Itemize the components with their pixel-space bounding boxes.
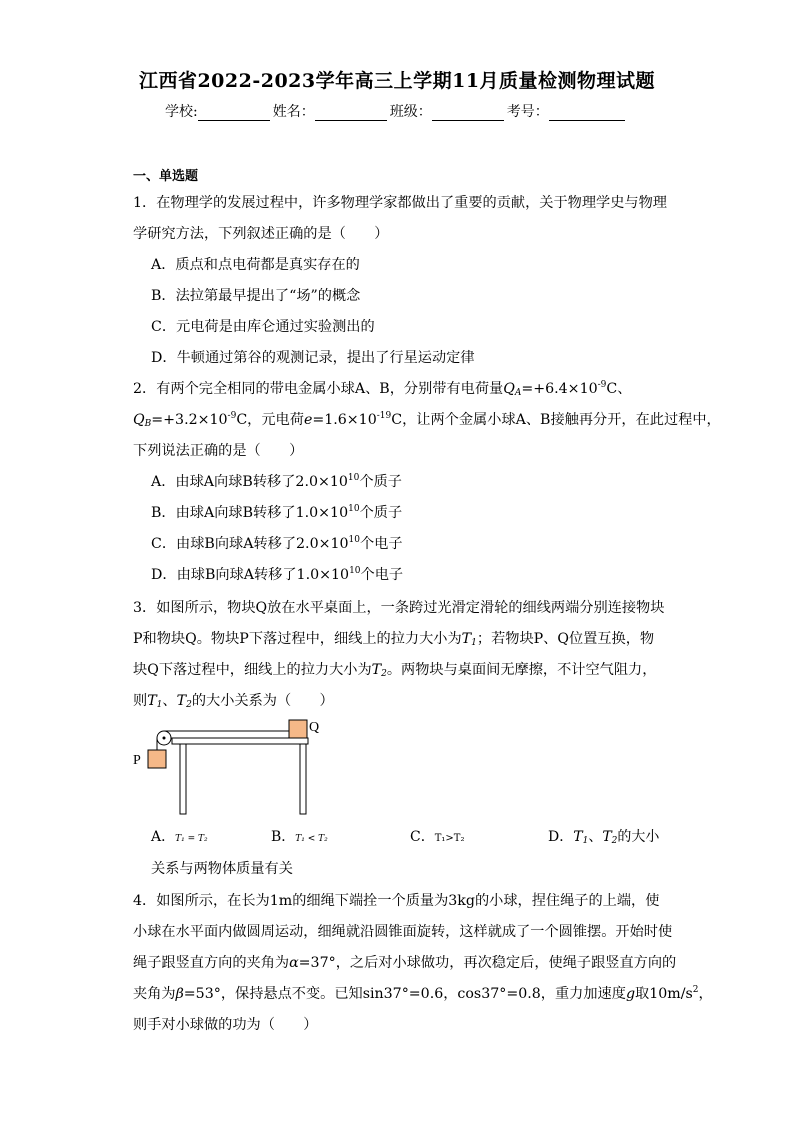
pulley-axle	[163, 737, 166, 740]
table-leg-left	[180, 744, 186, 814]
name-blank[interactable]	[315, 104, 387, 121]
label-q: Q	[309, 720, 320, 735]
q1-option-d[interactable]: D．牛顿通过第谷的观测记录，提出了行星运动定律	[151, 350, 475, 366]
table-surface	[172, 738, 308, 744]
q3-stem-line2: P和物块Q。物块P下落过程中，细线上的拉力大小为$T_1$；若物块P、Q位置互换，物	[133, 631, 655, 648]
q3-option-a[interactable]: A．T₁ = T₂	[151, 829, 208, 845]
name-label: 姓名：	[272, 104, 315, 120]
q1-option-b[interactable]: B．法拉第最早提出了“场”的概念	[151, 288, 361, 304]
q4-stem-line5: 则手对小球做的功为（ ）	[133, 1017, 318, 1033]
q3-option-d[interactable]: D．$T_1$、$T_2$的大小	[548, 829, 660, 846]
pulley-table-figure	[128, 713, 328, 817]
exam-no-label: 考号：	[506, 104, 549, 120]
exam-title: 江西省2022-2023学年高三上学期11月质量检测物理试题	[138, 70, 656, 92]
school-label: 学校:	[165, 104, 198, 120]
table-leg-right	[300, 744, 306, 814]
q4-stem-line2: 小球在水平面内做圆周运动，细绳就沿圆锥面旋转，这样就成了一个圆锥摆。开始时使	[133, 924, 673, 940]
q1-option-a[interactable]: A．质点和点电荷都是真实存在的	[151, 257, 360, 273]
q3-option-b[interactable]: B．T₁ < T₂	[271, 829, 328, 845]
q2-option-d[interactable]: D．由球B向球A转移了$1.0\times 10^{10}$个电子	[151, 566, 404, 583]
q2-option-a[interactable]: A．由球A向球B转移了$2.0\times 10^{10}$个质子	[151, 473, 402, 490]
q3-option-c[interactable]: C．T₁>T₂	[410, 829, 465, 845]
block-p	[148, 750, 166, 768]
student-info-fields	[165, 101, 628, 121]
exam-no-blank[interactable]	[549, 104, 625, 121]
class-label: 班级：	[389, 104, 432, 120]
q4-stem-line4: 夹角为β=53°，保持悬点不变。已知sin37°=0.6，cos37°=0.8，重力加速度g取$10m/s^2$，	[133, 985, 713, 1002]
q1-stem-line1: 1．在物理学的发展过程中，许多物理学家都做出了重要的贡献，关于物理学史与物理	[133, 195, 667, 211]
q2-option-b[interactable]: B．由球A向球B转移了$1.0\times 10^{10}$个质子	[151, 504, 403, 521]
q2-stem-line3: 下列说法正确的是（ ）	[133, 443, 304, 459]
q3-option-d-cont: 关系与两物体质量有关	[151, 861, 293, 877]
q4-stem-line1: 4．如图所示，在长为1m的细绳下端拴一个质量为3kg的小球，捏住绳子的上端，使	[133, 893, 660, 909]
q1-stem-line2: 学研究方法，下列叙述正确的是（ ）	[133, 226, 389, 242]
school-blank[interactable]	[198, 104, 270, 121]
q3-stem-line4: 则$T_1$、$T_2$的大小关系为（ ）	[133, 693, 334, 710]
label-p: P	[133, 753, 141, 768]
q2-stem-line1: 2．有两个完全相同的带电金属小球A、B，分别带有电荷量$Q_A=+6.4\times 10^{-9}C$、	[133, 380, 632, 398]
block-q	[289, 720, 307, 738]
q3-stem-line1: 3．如图所示，物块Q放在水平桌面上，一条跨过光滑定滑轮的细线两端分别连接物块	[133, 600, 665, 616]
q2-option-c[interactable]: C．由球B向球A转移了$2.0\times 10^{10}$个电子	[151, 535, 403, 552]
q4-stem-line3: 绳子跟竖直方向的夹角为α=37°，之后对小球做功，再次稳定后，使绳子跟竖直方向的	[133, 955, 677, 971]
q1-option-c[interactable]: C．元电荷是由库仑通过实验测出的	[151, 319, 375, 335]
class-blank[interactable]	[432, 104, 504, 121]
section-heading: 一、单选题	[133, 169, 199, 184]
q3-stem-line3: 块Q下落过程中，细线上的拉力大小为$T_2$。两物块与桌面间无摩擦，不计空气阻力，	[133, 662, 657, 679]
q2-stem-line2: $Q_B=+3.2\times 10^{-9}C$，元电荷$e=1.6\times 10^{-19}C$，让两个金属小球A、B接触再分开，在此过程中，	[133, 411, 721, 429]
